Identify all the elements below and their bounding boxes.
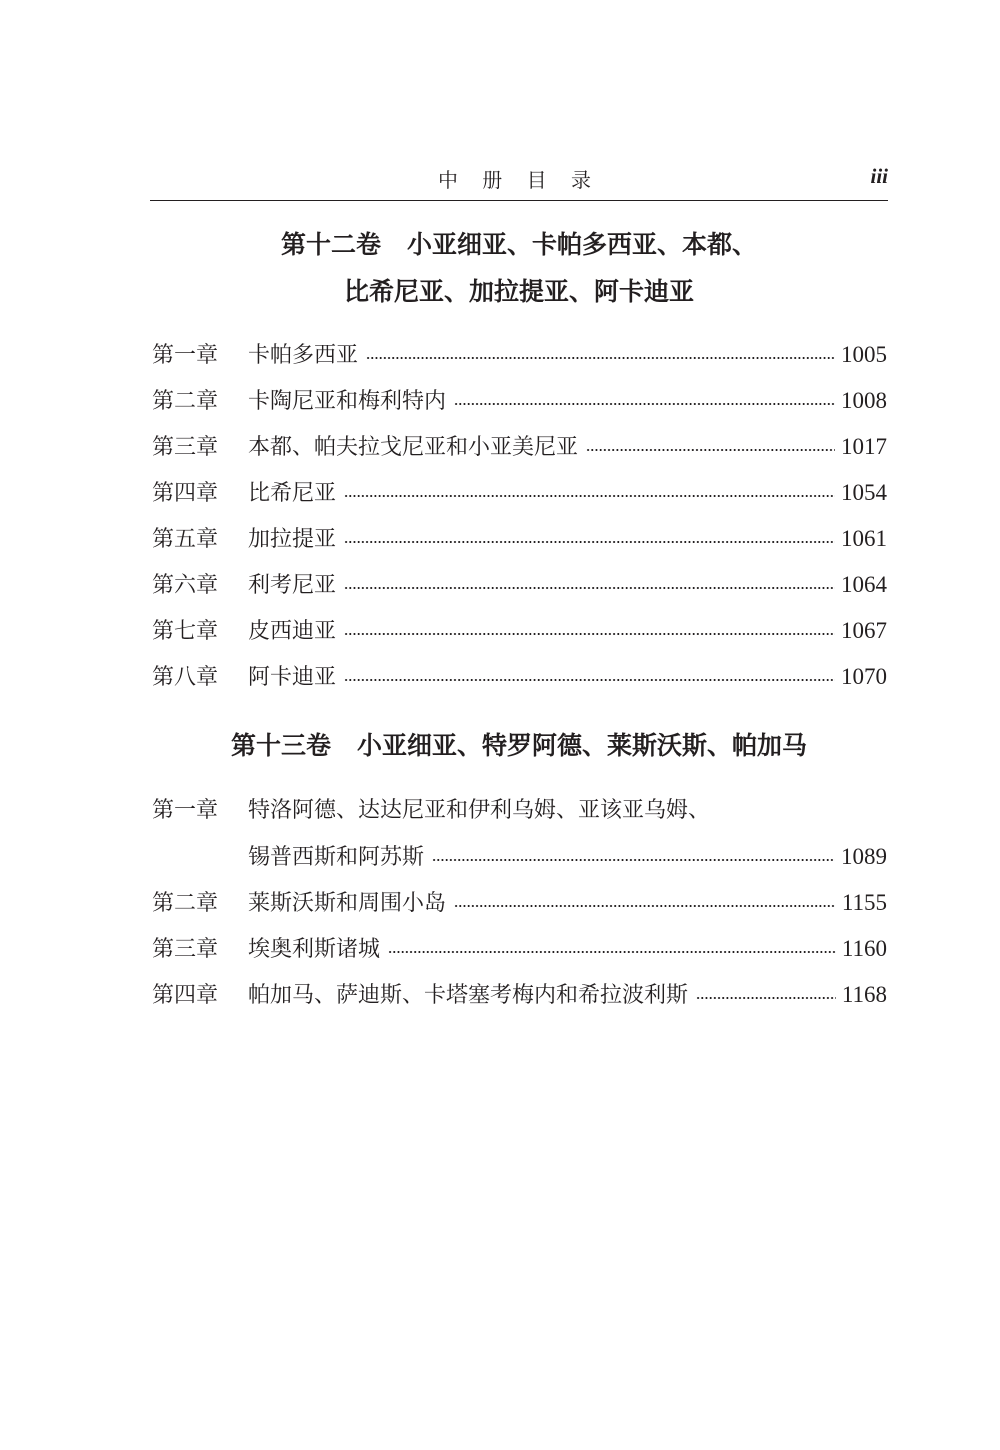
- chapter-title: 比希尼亚: [248, 481, 337, 506]
- volume-title-line2: 比希尼亚、加拉提亚、阿卡迪亚: [343, 277, 694, 306]
- toc-entry[interactable]: [152, 386, 887, 416]
- volume-label: 第十二卷: [280, 230, 381, 259]
- running-title: 中 册 目 录: [437, 168, 601, 192]
- volume-label: 第十三卷: [230, 731, 331, 760]
- chapter-number: 第二章: [152, 891, 219, 916]
- dot-leader: [388, 951, 836, 953]
- chapter-number: 第八章: [152, 665, 219, 690]
- dot-leader: [366, 357, 835, 359]
- chapter-title: 利考尼亚: [248, 573, 337, 598]
- chapter-number: 第四章: [152, 983, 219, 1008]
- page-reference: 1168: [841, 982, 887, 1007]
- toc-entry-continuation[interactable]: [248, 842, 887, 872]
- page-reference: 1054: [841, 480, 887, 505]
- dot-leader: [344, 587, 835, 589]
- toc-entry[interactable]: [152, 570, 887, 600]
- toc-entry[interactable]: [152, 340, 887, 370]
- page-reference: 1155: [841, 890, 887, 915]
- chapter-number: 第六章: [152, 573, 219, 598]
- chapter-number: 第五章: [152, 527, 219, 552]
- chapter-title: 卡陶尼亚和梅利特内: [248, 389, 447, 414]
- chapter-number: 第七章: [152, 619, 219, 644]
- toc-entry[interactable]: [152, 934, 887, 964]
- page-reference: 1067: [841, 618, 887, 643]
- dot-leader: [696, 997, 836, 999]
- chapter-title: 帕加马、萨迪斯、卡塔塞考梅内和希拉波利斯: [248, 983, 689, 1008]
- page-reference: 1089: [841, 844, 887, 869]
- toc-entry[interactable]: [152, 616, 887, 646]
- volume-heading-13: [150, 731, 888, 761]
- chapter-title: 本都、帕夫拉戈尼亚和小亚美尼亚: [248, 435, 579, 460]
- dot-leader: [586, 449, 835, 451]
- toc-entry[interactable]: [152, 432, 887, 462]
- page-reference: 1061: [841, 526, 887, 551]
- chapter-number: 第一章: [152, 798, 219, 823]
- dot-leader: [454, 905, 836, 907]
- chapter-number: 第三章: [152, 435, 219, 460]
- toc-entry[interactable]: [152, 888, 887, 918]
- toc-entry[interactable]: [152, 478, 887, 508]
- page-reference: 1017: [841, 434, 887, 459]
- volume-heading-12-line2: [150, 277, 888, 307]
- chapter-title: 特洛阿德、达达尼亚和伊利乌姆、亚该亚乌姆、: [248, 798, 711, 823]
- chapter-number: 第二章: [152, 389, 219, 414]
- chapter-title: 阿卡迪亚: [248, 665, 337, 690]
- page-reference: 1064: [841, 572, 887, 597]
- dot-leader: [344, 541, 835, 543]
- dot-leader: [454, 403, 835, 405]
- page-reference: 1160: [841, 936, 887, 961]
- chapter-title: 莱斯沃斯和周围小岛: [248, 891, 447, 916]
- volume-title-line1: 小亚细亚、卡帕多西亚、本都、: [407, 230, 758, 259]
- page-reference: 1005: [841, 342, 887, 367]
- volume-heading-12: [150, 230, 888, 260]
- chapter-title: 皮西迪亚: [248, 619, 337, 644]
- volume-title-line1: 小亚细亚、特罗阿德、莱斯沃斯、帕加马: [357, 731, 808, 760]
- dot-leader: [344, 495, 835, 497]
- chapter-title: 卡帕多西亚: [248, 343, 359, 368]
- page-reference: 1008: [841, 388, 887, 413]
- chapter-title: 埃奥利斯诸城: [248, 937, 381, 962]
- dot-leader: [344, 679, 835, 681]
- chapter-number: 第一章: [152, 343, 219, 368]
- running-header: [150, 160, 888, 201]
- chapter-number: 第三章: [152, 937, 219, 962]
- dot-leader: [344, 633, 835, 635]
- page-number: iii: [870, 164, 888, 188]
- toc-entry[interactable]: [152, 662, 887, 692]
- toc-entry[interactable]: [152, 524, 887, 554]
- toc-entry[interactable]: [152, 796, 887, 826]
- chapter-number: 第四章: [152, 481, 219, 506]
- chapter-title-continuation: 锡普西斯和阿苏斯: [248, 845, 425, 870]
- chapter-title: 加拉提亚: [248, 527, 337, 552]
- dot-leader: [432, 859, 835, 861]
- toc-entry[interactable]: [152, 980, 887, 1010]
- page-reference: 1070: [841, 664, 887, 689]
